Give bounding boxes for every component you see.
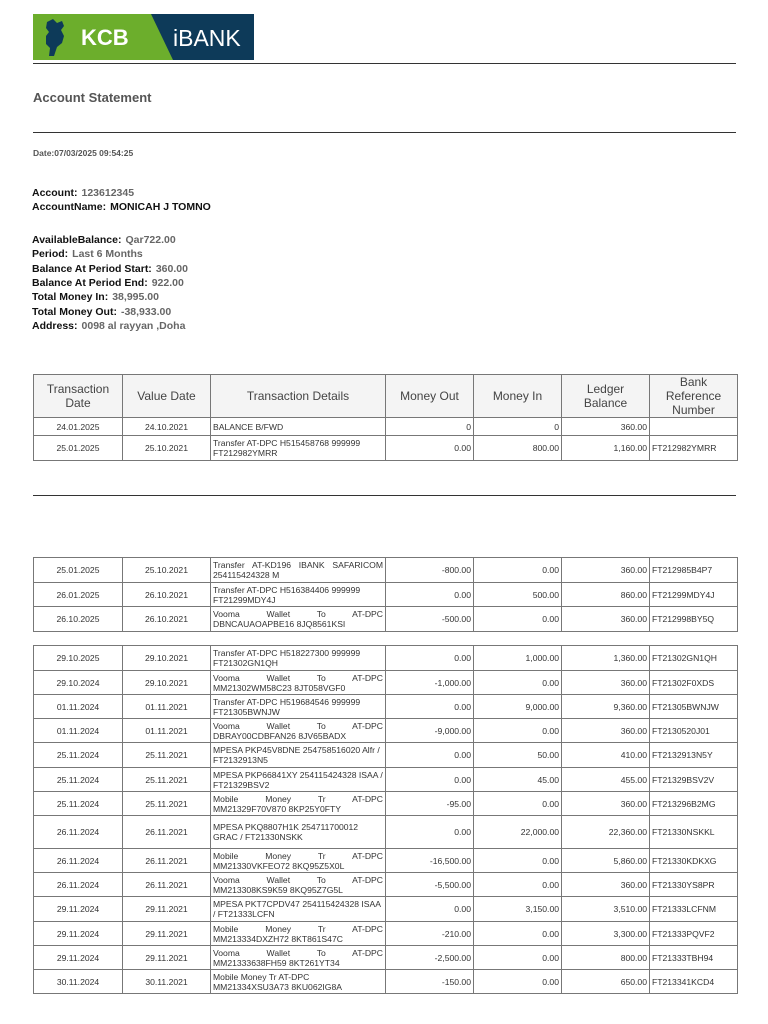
cell-bank-reference: FT21329BSV2V [650,768,738,792]
cell-money-out: 0 [386,418,474,436]
cell-money-in: 0 [474,418,562,436]
cell-money-out: 0.00 [386,768,474,792]
table-row [34,743,738,768]
cell-money-out: 0.00 [386,583,474,607]
money-in-label: Total Money In: [32,291,109,303]
statement-date: Date:07/03/2025 09:54:25 [33,148,134,158]
cell-ledger-balance: 455.00 [562,768,650,792]
period-label: Period: [32,248,69,260]
cell-money-out: -1,000.00 [386,671,474,695]
cell-transaction-date: 26.10.2025 [34,607,123,632]
cell-money-in: 0.00 [474,792,562,816]
available-balance-line [32,234,176,246]
cell-money-in: 45.00 [474,768,562,792]
cell-transaction-details: Vooma Wallet To AT-DPC MM21333638FH59 8KT261YT34 [211,946,386,970]
cell-transaction-date: 30.11.2024 [34,970,123,994]
account-number-line [32,187,134,199]
cell-value-date: 26.10.2021 [123,583,211,607]
cell-transaction-date: 26.11.2024 [34,849,123,873]
header-transaction-details: Transaction Details [211,375,386,418]
cell-ledger-balance: 3,300.00 [562,922,650,946]
cell-bank-reference: FT213296B2MG [650,792,738,816]
cell-value-date: 29.10.2021 [123,671,211,695]
cell-ledger-balance: 360.00 [562,792,650,816]
table-header-row [34,375,738,418]
cell-money-out: 0.00 [386,695,474,719]
period-line [32,248,143,260]
cell-value-date: 26.10.2021 [123,607,211,632]
cell-transaction-date: 26.11.2024 [34,873,123,897]
cell-transaction-details: Transfer AT-KD196 IBANK SAFARICOM 254115424328 M [211,558,386,583]
cell-value-date: 01.11.2021 [123,695,211,719]
cell-money-in: 0.00 [474,849,562,873]
cell-bank-reference: FT21305BWNJW [650,695,738,719]
cell-value-date: 25.11.2021 [123,792,211,816]
title-divider [33,132,736,133]
cell-bank-reference: FT21299MDY4J [650,583,738,607]
cell-ledger-balance: 860.00 [562,583,650,607]
period-start-line [32,263,188,275]
header-ledger-balance: Ledger Balance [562,375,650,418]
cell-transaction-details: Vooma Wallet To AT-DPC MM213308KS9K59 8KQ95Z7G5L [211,873,386,897]
cell-ledger-balance: 360.00 [562,671,650,695]
cell-transaction-date: 01.11.2024 [34,719,123,743]
table-row [34,607,738,632]
cell-value-date: 25.11.2021 [123,743,211,768]
cell-transaction-details: Mobile Money Tr AT-DPC MM213334DXZH72 8KT861S47C [211,922,386,946]
header-value-date: Value Date [123,375,211,418]
cell-ledger-balance: 360.00 [562,558,650,583]
cell-transaction-date: 26.01.2025 [34,583,123,607]
transactions-table-page2-group1 [33,557,738,632]
money-out-label: Total Money Out: [32,306,117,318]
cell-ledger-balance: 3,510.00 [562,897,650,922]
cell-money-out: -95.00 [386,792,474,816]
cell-transaction-details: MPESA PKP45V8DNE 254758516020 Alfr / FT2132913N5 [211,743,386,768]
cell-value-date: 01.11.2021 [123,719,211,743]
cell-ledger-balance: 360.00 [562,607,650,632]
cell-bank-reference: FT213341KCD4 [650,970,738,994]
cell-money-out: 0.00 [386,646,474,671]
cell-ledger-balance: 9,360.00 [562,695,650,719]
cell-ledger-balance: 360.00 [562,719,650,743]
cell-money-out: -9,000.00 [386,719,474,743]
money-in-value: 38,995.00 [112,291,159,303]
cell-transaction-details: Mobile Money Tr AT-DPC MM21330VKFEO72 8KQ95Z5X0L [211,849,386,873]
brand-left-text: KCB [81,25,129,50]
cell-transaction-details: Transfer AT-DPC H515458768 999999 FT212982YMRR [211,436,386,461]
cell-transaction-details: BALANCE B/FWD [211,418,386,436]
cell-transaction-date: 29.10.2025 [34,646,123,671]
cell-bank-reference: FT212982YMRR [650,436,738,461]
cell-ledger-balance: 410.00 [562,743,650,768]
cell-transaction-date: 29.11.2024 [34,897,123,922]
cell-transaction-details: MPESA PKT7CPDV47 254115424328 ISAA / FT21333LCFN [211,897,386,922]
table-row [34,436,738,461]
cell-bank-reference: FT21330NSKKL [650,816,738,849]
page-break-divider [33,495,736,496]
cell-transaction-details: Vooma Wallet To AT-DPC MM21302WM58C23 8JT058VGF0 [211,671,386,695]
cell-money-in: 1,000.00 [474,646,562,671]
cell-transaction-date: 26.11.2024 [34,816,123,849]
cell-ledger-balance: 5,860.00 [562,849,650,873]
money-out-value: -38,933.00 [120,306,172,318]
cell-bank-reference [650,418,738,436]
period-end-label: Balance At Period End: [32,277,148,289]
cell-value-date: 24.10.2021 [123,418,211,436]
table-row [34,873,738,897]
cell-value-date: 25.10.2021 [123,436,211,461]
cell-transaction-details: Vooma Wallet To AT-DPC DBRAY00CDBFAN26 8JV65BADX [211,719,386,743]
page-title: Account Statement [33,90,152,105]
cell-money-out: -2,500.00 [386,946,474,970]
cell-transaction-date: 25.11.2024 [34,743,123,768]
account-name-label: AccountName: [32,201,107,213]
cell-value-date: 29.11.2021 [123,897,211,922]
cell-bank-reference: FT21330YS8PR [650,873,738,897]
table-row [34,418,738,436]
kcb-ibank-logo [33,14,254,60]
cell-money-out: -210.00 [386,922,474,946]
cell-transaction-date: 29.11.2024 [34,946,123,970]
cell-ledger-balance: 650.00 [562,970,650,994]
table-row [34,719,738,743]
account-number-value: 123612345 [81,187,135,199]
table-row [34,671,738,695]
period-start-label: Balance At Period Start: [32,263,152,275]
cell-value-date: 29.11.2021 [123,922,211,946]
cell-transaction-details: Transfer AT-DPC H519684546 999999 FT21305BWNJW [211,695,386,719]
cell-bank-reference: FT21333LCFNM [650,897,738,922]
transactions-table-page2-group2 [33,645,738,994]
table-row [34,816,738,849]
cell-money-out: 0.00 [386,816,474,849]
cell-transaction-date: 25.01.2025 [34,436,123,461]
money-in-line [32,291,159,303]
table-row [34,558,738,583]
cell-bank-reference: FT212985B4P7 [650,558,738,583]
cell-bank-reference: FT21333TBH94 [650,946,738,970]
cell-money-out: -16,500.00 [386,849,474,873]
money-out-line [32,306,171,318]
cell-value-date: 29.10.2021 [123,646,211,671]
table-row [34,897,738,922]
address-label: Address: [32,320,78,332]
cell-transaction-date: 25.11.2024 [34,768,123,792]
cell-money-out: -5,500.00 [386,873,474,897]
cell-transaction-details: MPESA PKQ8807H1K 254711700012 GRAC / FT21330NSKK [211,816,386,849]
address-value: 0098 al rayyan ,Doha [81,320,186,332]
account-name-value: MONICAH J TOMNO [110,201,211,213]
cell-money-in: 800.00 [474,436,562,461]
cell-bank-reference: FT21302GN1QH [650,646,738,671]
cell-transaction-date: 25.01.2025 [34,558,123,583]
cell-money-out: 0.00 [386,743,474,768]
cell-transaction-date: 01.11.2024 [34,695,123,719]
cell-money-out: -800.00 [386,558,474,583]
cell-bank-reference: FT21333PQVF2 [650,922,738,946]
cell-ledger-balance: 1,360.00 [562,646,650,671]
period-end-line [32,277,184,289]
account-name-line [32,201,211,213]
header-divider [33,63,736,64]
period-end-value: 922.00 [151,277,184,289]
cell-transaction-details: Mobile Money Tr AT-DPC MM21334XSU3A73 8KU062IG8A [211,970,386,994]
cell-money-in: 0.00 [474,719,562,743]
cell-transaction-date: 29.10.2024 [34,671,123,695]
cell-value-date: 26.11.2021 [123,816,211,849]
header-money-out: Money Out [386,375,474,418]
period-start-value: 360.00 [155,263,188,275]
cell-transaction-date: 24.01.2025 [34,418,123,436]
table-row [34,792,738,816]
header-money-in: Money In [474,375,562,418]
cell-money-in: 0.00 [474,946,562,970]
cell-money-out: -150.00 [386,970,474,994]
cell-value-date: 26.11.2021 [123,873,211,897]
table-row [34,583,738,607]
cell-ledger-balance: 360.00 [562,418,650,436]
cell-money-in: 9,000.00 [474,695,562,719]
cell-bank-reference: FT212998BY5Q [650,607,738,632]
cell-bank-reference: FT21330KDKXG [650,849,738,873]
cell-transaction-details: Transfer AT-DPC H516384406 999999 FT21299MDY4J [211,583,386,607]
cell-bank-reference: FT21302F0XDS [650,671,738,695]
transactions-table-page1 [33,374,738,461]
cell-money-in: 0.00 [474,922,562,946]
cell-transaction-details: Vooma Wallet To AT-DPC DBNCAUAOAPBE16 8JQ8561KSI [211,607,386,632]
cell-bank-reference: FT2132913N5Y [650,743,738,768]
cell-transaction-date: 29.11.2024 [34,922,123,946]
table-row [34,695,738,719]
cell-value-date: 26.11.2021 [123,849,211,873]
period-value: Last 6 Months [72,248,143,260]
table-row [34,922,738,946]
table-row [34,970,738,994]
account-number-label: Account: [32,187,78,199]
table-row [34,946,738,970]
cell-ledger-balance: 1,160.00 [562,436,650,461]
available-balance-label: AvailableBalance: [32,234,122,246]
available-balance-value: Qar722.00 [125,234,176,246]
cell-money-in: 0.00 [474,970,562,994]
cell-ledger-balance: 360.00 [562,873,650,897]
header-transaction-date: Transaction Date [34,375,123,418]
address-line [32,320,185,332]
table-row [34,849,738,873]
cell-money-out: 0.00 [386,897,474,922]
cell-money-in: 22,000.00 [474,816,562,849]
cell-money-out: -500.00 [386,607,474,632]
cell-transaction-details: Mobile Money Tr AT-DPC MM21329F70V870 8KP25Y0FTY [211,792,386,816]
cell-transaction-date: 25.11.2024 [34,792,123,816]
cell-money-in: 3,150.00 [474,897,562,922]
table-row [34,768,738,792]
cell-value-date: 29.11.2021 [123,946,211,970]
cell-transaction-details: Transfer AT-DPC H518227300 999999 FT21302GN1QH [211,646,386,671]
cell-money-in: 0.00 [474,558,562,583]
cell-money-out: 0.00 [386,436,474,461]
cell-transaction-details: MPESA PKP66841XY 254115424328 ISAA / FT21329BSV2 [211,768,386,792]
cell-value-date: 25.11.2021 [123,768,211,792]
cell-money-in: 0.00 [474,607,562,632]
cell-bank-reference: FT2130520J01 [650,719,738,743]
cell-money-in: 0.00 [474,671,562,695]
cell-ledger-balance: 22,360.00 [562,816,650,849]
brand-right-text: iBANK [173,25,241,51]
cell-value-date: 25.10.2021 [123,558,211,583]
table-row [34,646,738,671]
cell-value-date: 30.11.2021 [123,970,211,994]
cell-money-in: 50.00 [474,743,562,768]
header-bank-reference: Bank Reference Number [650,375,738,418]
cell-money-in: 0.00 [474,873,562,897]
cell-money-in: 500.00 [474,583,562,607]
cell-ledger-balance: 800.00 [562,946,650,970]
